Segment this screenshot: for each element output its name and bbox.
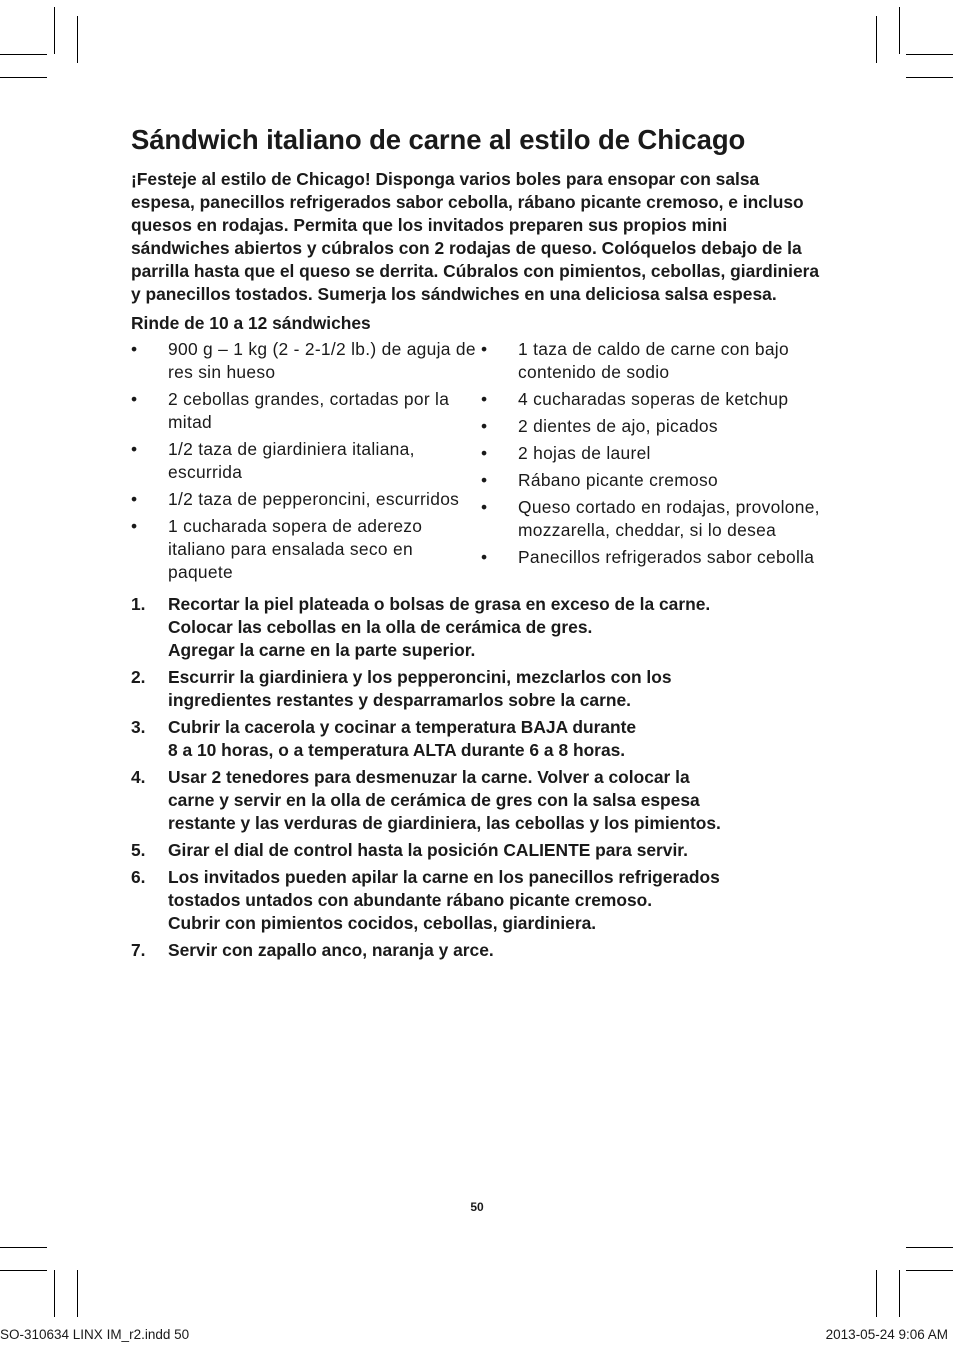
step-number: 7. [131,940,146,960]
bullet-icon: • [481,443,488,463]
ingredient-item [481,546,831,569]
ingredients-right-column [481,338,831,588]
step-text: Recortar la piel plateada o bolsas de grasa en exceso de la carne. Colocar las cebollas en la olla de cerámica de gres. Agregar la carne en la parte superior. [168,594,711,660]
ingredient-item [131,388,481,434]
crop-mark [77,1270,78,1317]
crop-mark [876,1270,877,1317]
crop-mark [906,54,953,55]
instruction-step [131,866,831,935]
bullet-icon: • [131,489,138,509]
step-text: Girar el dial de control hasta la posición CALIENTE para servir. [168,840,688,860]
yield-heading: Rinde de 10 a 12 sándwiches [131,313,371,333]
page-number: 50 [470,1200,484,1214]
ingredient-text: 2 dientes de ajo, picados [518,416,718,436]
crop-mark [899,7,900,54]
ingredient-text: 2 cebollas grandes, cortadas por la mitad [168,389,450,432]
step-text: Los invitados pueden apilar la carne en los panecillos refrigerados tostados untados con abundante rábano picante cremoso. Cubrir con pimientos cocidos, cebollas, giardiniera. [168,867,720,933]
ingredient-item [481,442,831,465]
instruction-step [131,839,831,862]
bullet-icon: • [481,547,488,567]
ingredient-text: 1/2 taza de pepperoncini, escurridos [168,489,460,509]
ingredient-text: 4 cucharadas soperas de ketchup [518,389,789,409]
bullet-icon: • [481,470,488,490]
bullet-icon: • [481,497,488,517]
recipe-content [131,120,831,966]
ingredient-item [481,388,831,411]
ingredient-item [481,496,831,542]
slug-file-info: SO-310634 LINX IM_r2.indd 50 [0,1327,190,1342]
step-number: 4. [131,767,146,787]
ingredient-text: 900 g – 1 kg (2 - 2-1/2 lb.) de aguja de res sin hueso [168,339,476,382]
bullet-icon: • [481,339,488,359]
bullet-icon: • [131,439,138,459]
crop-mark [906,1270,953,1271]
bullet-icon: • [481,389,488,409]
bullet-icon: • [481,416,488,436]
crop-mark [906,1247,953,1248]
crop-mark [0,54,47,55]
ingredient-text: 1 taza de caldo de carne con bajo contenido de sodio [518,339,789,382]
crop-mark [906,77,953,78]
crop-mark [54,7,55,54]
step-text: Servir con zapallo anco, naranja y arce. [168,940,494,960]
ingredient-item [131,515,481,584]
ingredient-item [131,438,481,484]
instruction-steps [131,593,831,962]
crop-mark [54,1270,55,1317]
ingredient-text: 2 hojas de laurel [518,443,651,463]
intro-paragraph: ¡Festeje al estilo de Chicago! Disponga varios boles para ensopar con salsa espesa, panecillos refrigerados sabor cebolla, rábano picante cremoso, e incluso quesos en rodajas. Permita que los invitados preparen sus propios mini sándwiches abiertos y cúbralos con 2 rodajas de queso. Colóquelos debajo de la parrilla hasta que el queso se derrita. Cúbralos con pimientos, cebollas, giardiniera y panecillos tostados. Sumerja los sándwiches en una deliciosa salsa espesa. [131,169,820,304]
ingredient-text: Rábano picante cremoso [518,470,718,490]
step-text: Cubrir la cacerola y cocinar a temperatura BAJA durante 8 a 10 horas, o a temperatura ALTA durante 6 a 8 horas. [168,717,637,760]
ingredient-item [481,469,831,492]
crop-mark [876,16,877,63]
crop-mark [77,16,78,63]
ingredient-item [131,338,481,384]
step-number: 2. [131,667,146,687]
instruction-step [131,666,831,712]
step-text: Usar 2 tenedores para desmenuzar la carne. Volver a colocar la carne y servir en la olla de cerámica de gres con la salsa espesa restante y las verduras de giardiniera, las cebollas y los pimientos. [168,767,721,833]
crop-mark [0,1270,47,1271]
step-number: 1. [131,594,146,614]
page-title: Sándwich italiano de carne al estilo de Chicago [131,124,746,155]
bullet-icon: • [131,389,138,409]
ingredient-item [481,415,831,438]
instruction-step [131,716,831,762]
step-number: 5. [131,840,146,860]
instruction-step [131,593,831,662]
ingredients-left-column [131,338,481,588]
step-text: Escurrir la giardiniera y los pepperoncini, mezclarlos con los ingredientes restantes y desparramarlos sobre la carne. [168,667,672,710]
instruction-step [131,939,831,962]
ingredient-text: 1 cucharada sopera de aderezo italiano para ensalada seco en paquete [168,516,423,582]
ingredient-item [481,338,831,384]
ingredient-text: Queso cortado en rodajas, provolone, mozzarella, cheddar, si lo desea [518,497,820,540]
bullet-icon: • [131,516,138,536]
step-number: 3. [131,717,146,737]
ingredients [131,338,831,588]
step-number: 6. [131,867,146,887]
bullet-icon: • [131,339,138,359]
slug-timestamp: 2013-05-24 9:06 AM [825,1327,948,1342]
ingredient-list-left [131,338,481,584]
ingredient-text: Panecillos refrigerados sabor cebolla [518,547,815,567]
ingredient-item [131,488,481,511]
ingredient-list-right [481,338,831,569]
crop-mark [0,77,47,78]
ingredient-text: 1/2 taza de giardiniera italiana, escurrida [168,439,415,482]
crop-mark [0,1247,47,1248]
instruction-step [131,766,831,835]
crop-mark [899,1270,900,1317]
